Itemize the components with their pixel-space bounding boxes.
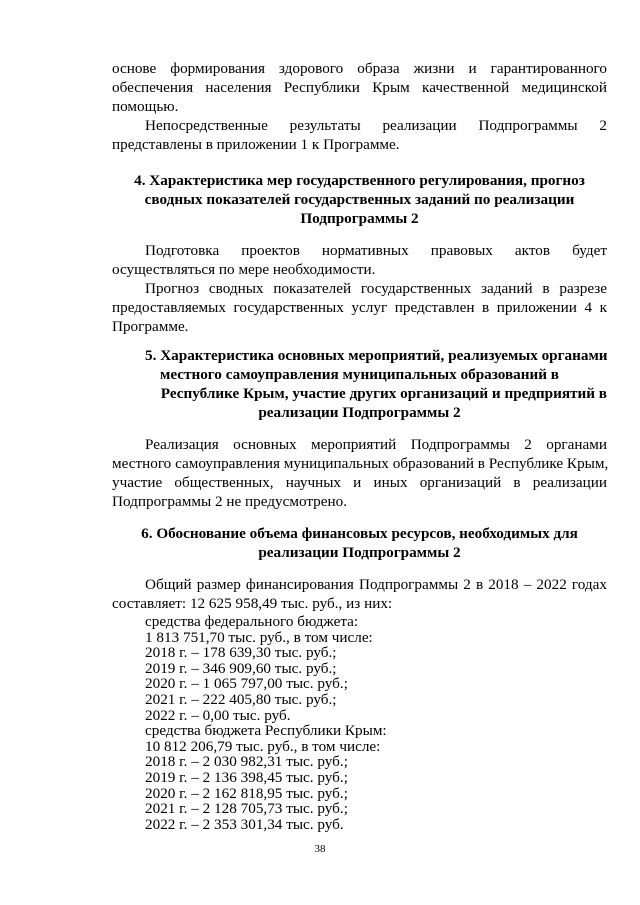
- section-6-heading: реализации Подпрограммы 2: [258, 544, 461, 561]
- paragraph-line: Подпрограммы 2 не предусмотрено.: [112, 493, 348, 510]
- financing-line: 2019 г. – 346 909,60 тыс. руб.;: [145, 659, 337, 677]
- financing-line: 1 813 751,70 тыс. руб., в том числе:: [145, 628, 373, 646]
- section-5-heading: Республике Крым, участие других организаций и предприятий в: [160, 385, 607, 402]
- section-6-heading: 6. Обоснование объема финансовых ресурсов, необходимых для: [141, 525, 578, 542]
- financing-line: 2018 г. – 2 030 982,31 тыс. руб.;: [145, 753, 348, 771]
- paragraph-line: Прогноз сводных показателей государственных заданий в разрезе: [145, 280, 607, 297]
- section-5-heading: реализации Подпрограммы 2: [258, 404, 461, 421]
- section-4-heading: 4. Характеристика мер государственного регулирования, прогноз: [134, 172, 585, 189]
- paragraph-line: местного самоуправления муниципальных образований в Республике Крым,: [112, 455, 609, 472]
- section-5-heading: местного самоуправления муниципальных образований в: [159, 366, 560, 383]
- financing-line: 2019 г. – 2 136 398,45 тыс. руб.;: [145, 769, 348, 786]
- financing-line: 2022 г. – 2 353 301,34 тыс. руб.: [145, 815, 344, 833]
- paragraph-line: Программе.: [112, 318, 189, 335]
- financing-line: средства федерального бюджета:: [145, 613, 359, 630]
- paragraph-line: основе формирования здорового образа жизни и гарантированного: [112, 60, 607, 77]
- paragraph-line: осуществляться по мере необходимости.: [112, 261, 376, 278]
- paragraph-line: Непосредственные результаты реализации Подпрограммы 2: [145, 117, 607, 134]
- paragraph-line: обеспечения населения Республики Крым качественной медицинской: [112, 79, 607, 96]
- paragraph-line: Общий размер финансирования Подпрограммы 2 в 2018 – 2022 годах: [145, 576, 607, 593]
- paragraph-line: Реализация основных мероприятий Подпрограммы 2 органами: [145, 436, 607, 453]
- paragraph-line: Подготовка проектов нормативных правовых актов будет: [145, 242, 607, 259]
- section-4-heading: сводных показателей государственных заданий по реализации: [144, 191, 575, 208]
- financing-line: 2022 г. – 0,00 тыс. руб.: [145, 706, 291, 724]
- paragraph-line: предоставляемых государственных услуг представлен в приложении 4 к: [112, 299, 607, 316]
- financing-line: 2020 г. – 2 162 818,95 тыс. руб.;: [145, 784, 348, 802]
- financing-line: 2020 г. – 1 065 797,00 тыс. руб.;: [145, 675, 348, 693]
- financing-line: 2021 г. – 222 405,80 тыс. руб.;: [145, 691, 337, 708]
- financing-line: средства бюджета Республики Крым:: [145, 722, 387, 740]
- paragraph-line: представлены в приложении 1 к Программе.: [112, 136, 400, 153]
- financing-line: 2018 г. – 178 639,30 тыс. руб.;: [145, 644, 337, 662]
- paragraph-line: помощью.: [112, 98, 179, 115]
- paragraph-line: составляет: 12 625 958,49 тыс. руб., из них:: [112, 595, 393, 612]
- paragraph-line: участие общественных, научных и иных организаций в реализации: [112, 474, 607, 491]
- page-number: 38: [314, 843, 326, 855]
- financing-line: 10 812 206,79 тыс. руб., в том числе:: [145, 737, 381, 755]
- financing-line: 2021 г. – 2 128 705,73 тыс. руб.;: [145, 800, 348, 818]
- section-5-heading: 5. Характеристика основных мероприятий, реализуемых органами: [145, 347, 608, 364]
- section-4-heading: Подпрограммы 2: [300, 210, 419, 227]
